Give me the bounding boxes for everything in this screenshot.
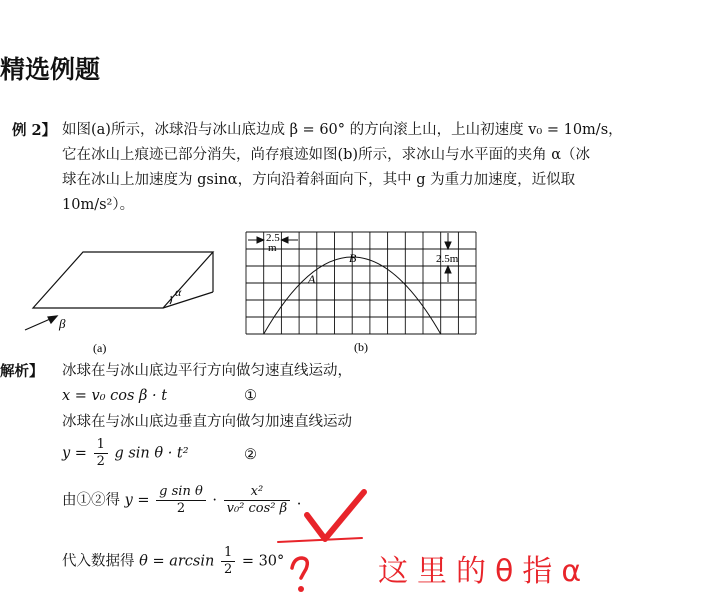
underline-stroke bbox=[278, 538, 362, 542]
beta-arrowhead bbox=[48, 316, 57, 323]
example-line-4: 10m/s²）。 bbox=[62, 197, 135, 213]
label-m-left: m bbox=[268, 242, 277, 254]
annotation-marks bbox=[270, 488, 390, 603]
label-2-5m-right: 2.5m bbox=[436, 253, 459, 265]
section-title: 精选例题 bbox=[0, 55, 101, 84]
figure-b bbox=[242, 226, 482, 358]
equation-3-fraction-1-top: g sin θ bbox=[156, 484, 206, 501]
equation-3-end: . bbox=[296, 492, 302, 509]
equation-4-fraction-bottom: 2 bbox=[223, 562, 233, 577]
equation-4-lhs: θ = arcsin bbox=[139, 553, 215, 570]
dim-arrowhead-top bbox=[445, 242, 451, 249]
equation-4-fraction-top: 1 bbox=[221, 545, 235, 562]
dim-arrowhead-left bbox=[257, 237, 264, 243]
equation-2-fraction-bottom: 2 bbox=[96, 454, 105, 469]
solution-line-2: 冰球在与冰山底边垂直方向做匀加速直线运动 bbox=[62, 414, 352, 430]
equation-1-number: ① bbox=[244, 388, 257, 404]
dim-arrowhead-right bbox=[281, 237, 288, 243]
equation-2-number: ② bbox=[244, 447, 257, 463]
label-2-5-left: 2.5 bbox=[266, 232, 280, 244]
figure-b-caption: (b) bbox=[354, 340, 368, 354]
equation-3-fraction-2-bottom: v₀² cos² β bbox=[226, 501, 288, 516]
example-line-2: 它在冰山上痕迹已部分消失，尚存痕迹如图(b)所示，求冰山与水平面的夹角 α（冰 bbox=[62, 147, 590, 163]
equation-2-lhs: y = bbox=[62, 445, 87, 462]
equation-3-fraction-1-bottom: 2 bbox=[176, 501, 186, 516]
equation-4-rhs: = 30° bbox=[241, 553, 285, 570]
solution-label: 解析】 bbox=[0, 363, 44, 380]
equation-3-fraction-2-top: x² bbox=[224, 484, 291, 501]
point-a-label: A bbox=[308, 272, 316, 286]
equation-3-prefix: 由①②得 bbox=[62, 492, 120, 509]
equation-4-prefix: 代入数据得 bbox=[62, 553, 135, 570]
equation-2 bbox=[62, 437, 189, 470]
equation-3-fraction-1 bbox=[156, 484, 206, 517]
solution-line-1: 冰球在与冰山底边平行方向做匀速直线运动， bbox=[62, 363, 352, 379]
equation-1: x = v₀ cos β · t bbox=[62, 388, 168, 404]
figure-a-caption: (a) bbox=[93, 341, 107, 355]
grid bbox=[246, 232, 476, 334]
example-line-1: 如图(a)所示，冰球沿与冰山底边成 β = 60° 的方向滚上山，上山初速度 v₀ = 10m/s， bbox=[62, 122, 623, 138]
equation-3-lhs: y = bbox=[124, 492, 150, 509]
equation-2-rhs: g sin θ · t² bbox=[114, 445, 189, 462]
equation-2-fraction-top: 1 bbox=[94, 437, 108, 454]
equation-4 bbox=[62, 545, 284, 578]
dim-arrowhead-bottom bbox=[445, 266, 451, 273]
example-label: 例 2】 bbox=[12, 122, 57, 139]
slope-front-face bbox=[33, 252, 213, 308]
example-line-3: 球在冰山上加速度为 gsinα，方向沿着斜面向下，其中 g 为重力加速度，近似取 bbox=[62, 172, 576, 188]
point-b-label: B bbox=[349, 251, 357, 265]
question-mark-icon bbox=[292, 558, 307, 578]
question-mark-dot bbox=[298, 586, 304, 592]
checkmark-icon bbox=[307, 492, 364, 539]
annotation-note: 这里的θ指α bbox=[378, 554, 591, 589]
equation-2-fraction bbox=[94, 437, 108, 470]
alpha-label: α bbox=[175, 285, 182, 299]
equation-4-fraction bbox=[221, 545, 235, 578]
beta-label: β bbox=[59, 316, 66, 331]
figure-a bbox=[15, 230, 235, 360]
equation-3: 由①②得 y = $\frac{\text{g sin θ}}{2}$ · $\frac{\text{x²}}{\text{v₀² cos² β}}$ . bbox=[62, 484, 302, 516]
